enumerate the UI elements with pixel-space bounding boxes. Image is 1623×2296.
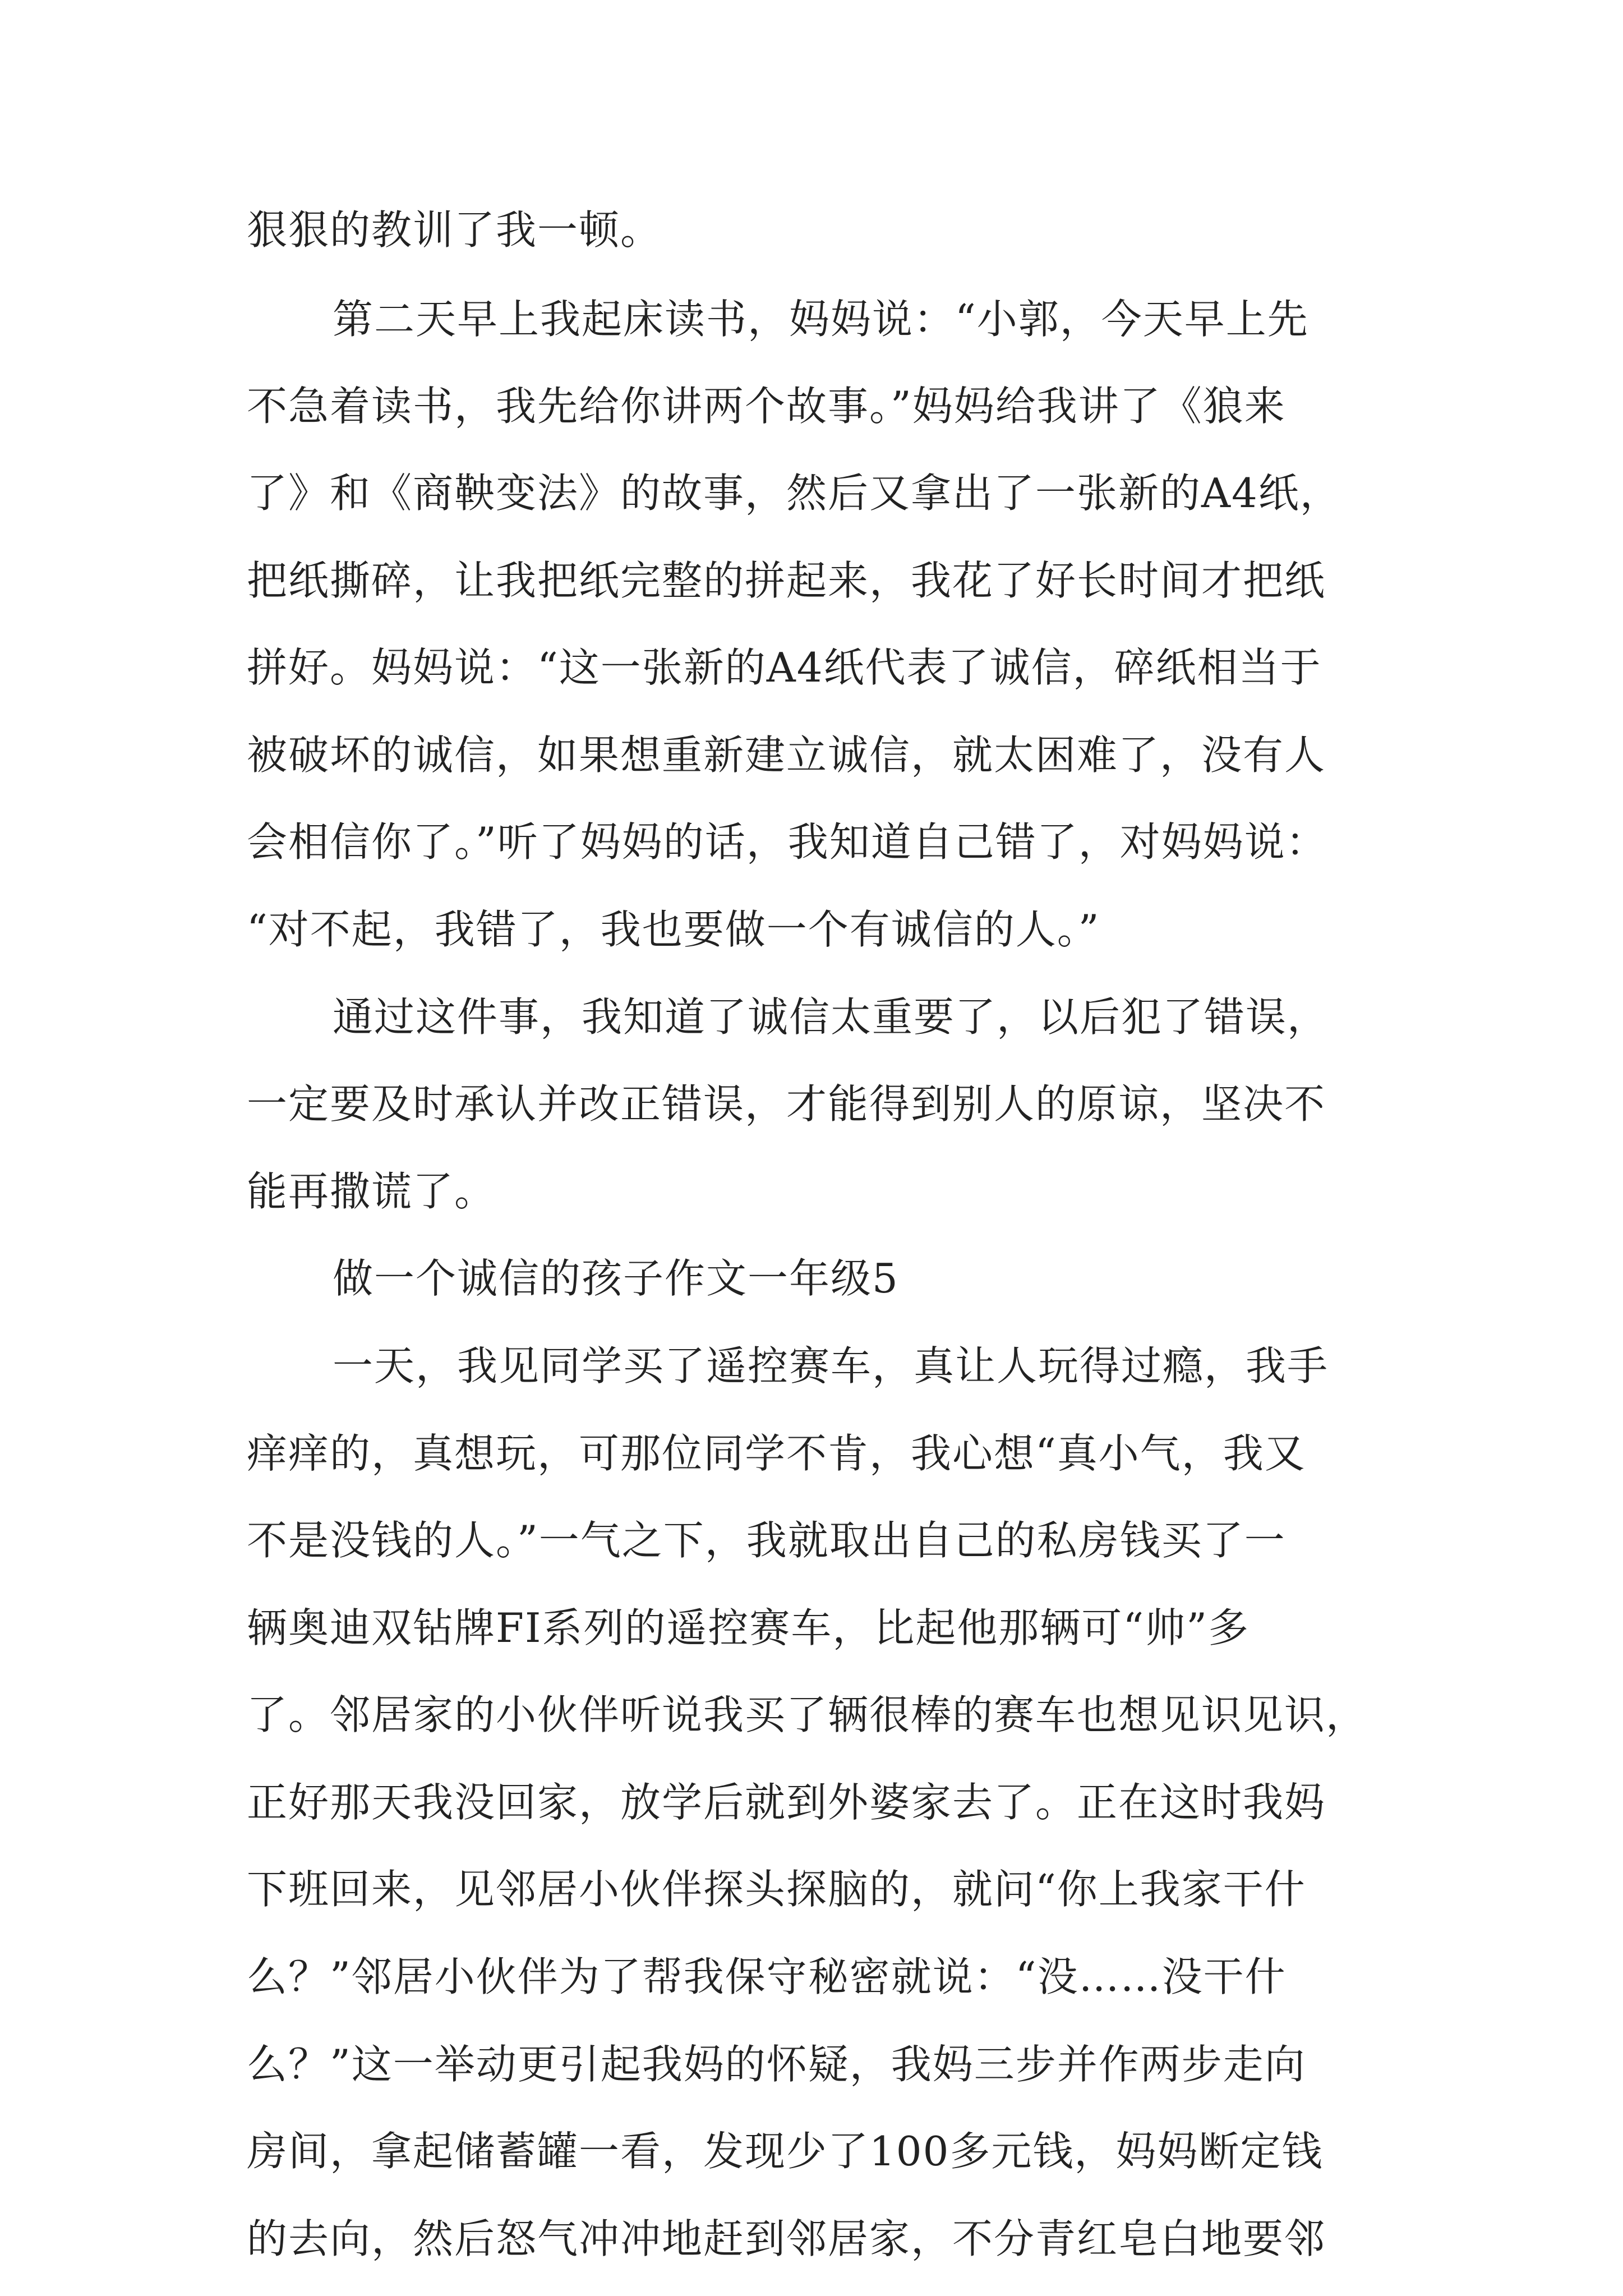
text-line: 痒痒的，真想玩，可那位同学不肯，我心想“真小气，我又: [247, 1430, 1306, 1477]
text-line: 把纸撕碎，让我把纸完整的拼起来，我花了好长时间才把纸: [247, 557, 1326, 604]
text-line: 会相信你了。”听了妈妈的话，我知道自己错了，对妈妈说：: [247, 818, 1327, 866]
text-line: 一定要及时承认并改正错误，才能得到别人的原谅，坚决不: [247, 1080, 1326, 1128]
text-line: 拼好。妈妈说：“这一张新的A4纸代表了诚信，碎纸相当于: [247, 644, 1322, 691]
text-line: 下班回来，见邻居小伙伴探头探脑的，就问“你上我家干什: [247, 1866, 1306, 1913]
text-line: 了。邻居家的小伙伴听说我买了辆很棒的赛车也想见识见识，: [247, 1691, 1368, 1738]
text-line: 正好那天我没回家，放学后就到外婆家去了。正在这时我妈: [247, 1779, 1326, 1826]
text-line: 第二天早上我起床读书，妈妈说：“小郭，今天早上先: [333, 296, 1309, 343]
text-line: 不急着读书，我先给你讲两个故事。”妈妈给我讲了《狼来: [247, 383, 1286, 430]
section-heading: 做一个诚信的孩子作文一年级5: [333, 1255, 899, 1302]
text-line: 么？”这一举动更引起我妈的怀疑，我妈三步并作两步走向: [247, 2041, 1306, 2088]
text-line: 狠狠的教训了我一顿。: [247, 206, 662, 254]
text-line: 么？”邻居小伙伴为了帮我保守秘密就说：“没……没干什: [247, 1953, 1287, 2000]
text-line: 了》和《商鞅变法》的故事，然后又拿出了一张新的A4纸，: [247, 470, 1341, 517]
text-line: 被破坏的诚信，如果想重新建立诚信，就太困难了，没有人: [247, 731, 1326, 779]
text-line: 辆奥迪双钻牌FI系列的遥控赛车，比起他那辆可“帅”多: [247, 1604, 1250, 1651]
text-line: 的去向，然后怒气冲冲地赶到邻居家，不分青红皂白地要邻: [247, 2215, 1326, 2262]
text-line: 一天，我见同学买了遥控赛车，真让人玩得过瘾，我手: [333, 1342, 1329, 1389]
text-line: 不是没钱的人。”一气之下，我就取出自己的私房钱买了一: [247, 1517, 1286, 1564]
text-line: “对不起，我错了，我也要做一个有诚信的人。”: [247, 906, 1100, 953]
text-line: 房间，拿起储蓄罐一看，发现少了100多元钱，妈妈断定钱: [247, 2128, 1324, 2175]
text-line: 通过这件事，我知道了诚信太重要了，以后犯了错误，: [333, 993, 1329, 1041]
text-line: 能再撒谎了。: [247, 1168, 496, 1215]
